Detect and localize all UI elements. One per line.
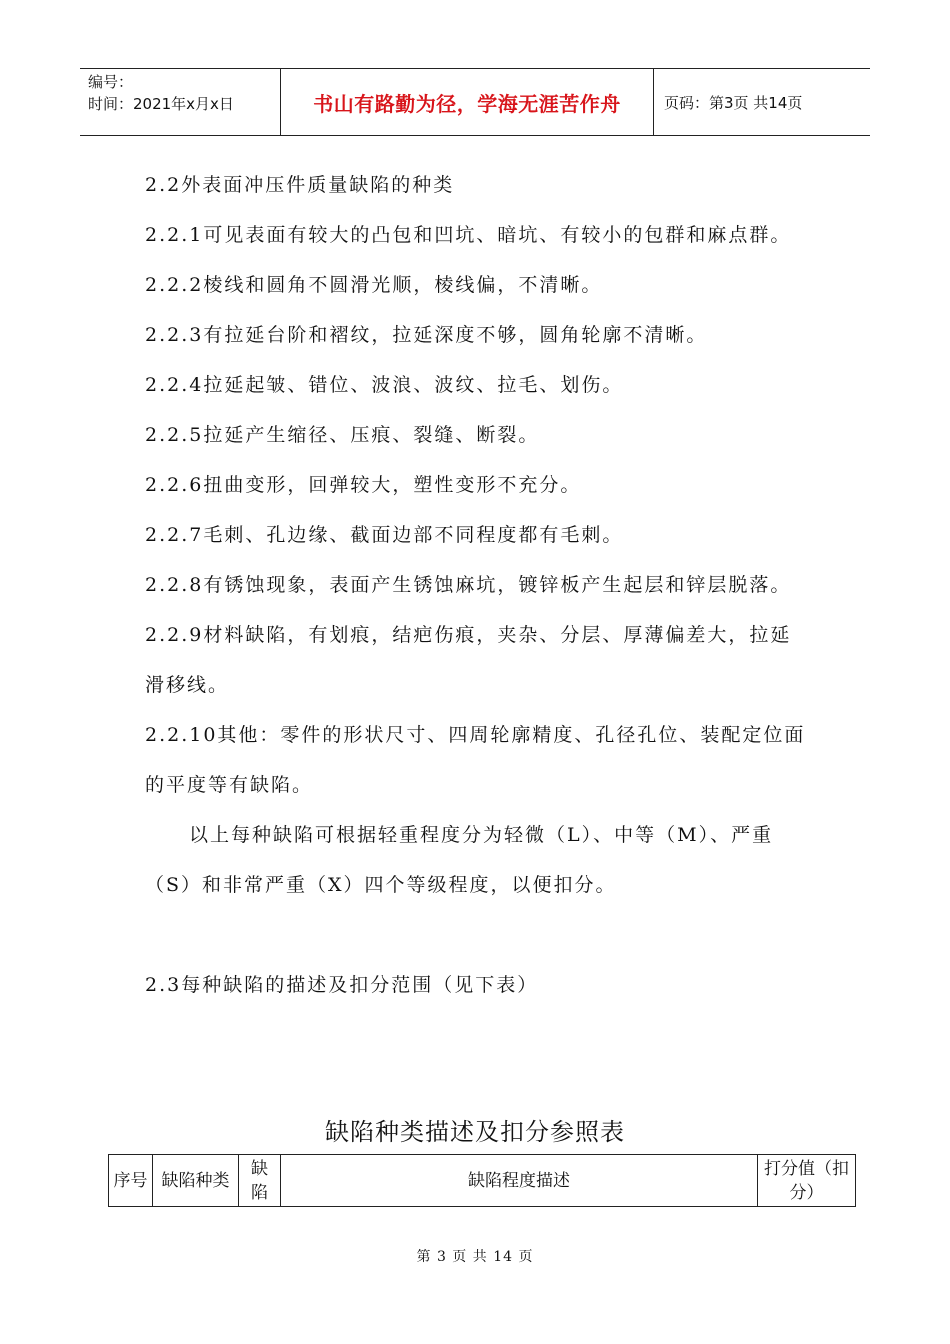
page-footer: 第 3 页 共 14 页: [416, 1249, 534, 1265]
document-date: 时间：2021年x月x日: [88, 95, 234, 113]
list-item: 2.2.5拉延产生缩径、压痕、裂缝、断裂。: [145, 424, 540, 446]
col-header-defect-type: 缺陷种类: [153, 1155, 239, 1207]
header-page-number: 页码：第3页 共14页: [664, 93, 803, 112]
list-item: 2.2.10其他：零件的形状尺寸、四周轮廓精度、孔径孔位、装配定位面的平度等有缺陷。: [145, 724, 806, 796]
col-header-index: 序号: [109, 1155, 153, 1207]
header-motto: 书山有路勤为径，学海无涯苦作舟: [280, 69, 654, 135]
section-heading-2-3: 2.3每种缺陷的描述及扣分范围（见下表）: [145, 974, 539, 996]
summary-paragraph: 以上每种缺陷可根据轻重程度分为轻微（L）、中等（M）、严重（S）和非常严重（X）四个等级程度，以便扣分。: [145, 824, 774, 896]
list-item: 2.2.3有拉延台阶和褶纹，拉延深度不够，圆角轮廓不清晰。: [145, 324, 708, 346]
defect-reference-table: [108, 1154, 856, 1207]
list-item: 2.2.7毛刺、孔边缘、截面边部不同程度都有毛刺。: [145, 524, 624, 546]
table-title: 缺陷种类描述及扣分参照表: [325, 1118, 625, 1146]
list-item: 2.2.6扭曲变形，回弹较大，塑性变形不充分。: [145, 474, 582, 496]
list-item: 2.2.4拉延起皱、错位、波浪、波纹、拉毛、划伤。: [145, 374, 624, 396]
document-number-label: 编号：: [88, 73, 134, 91]
section-heading-2-2: 2.2外表面冲压件质量缺陷的种类: [145, 174, 455, 196]
header-meta: [80, 69, 280, 135]
table-header-row: [109, 1155, 856, 1207]
page-header: [80, 68, 870, 136]
list-item: 2.2.8有锈蚀现象，表面产生锈蚀麻坑，镀锌板产生起层和锌层脱落。: [145, 574, 792, 596]
col-header-defect: 缺陷: [239, 1155, 281, 1207]
document-body: [145, 160, 810, 1010]
col-header-severity-description: 缺陷程度描述: [281, 1155, 758, 1207]
list-item: 2.2.1可见表面有较大的凸包和凹坑、暗坑、有较小的包群和麻点群。: [145, 224, 792, 246]
col-header-score: 打分值（扣分）: [758, 1155, 856, 1207]
list-item: 2.2.2棱线和圆角不圆滑光顺，棱线偏，不清晰。: [145, 274, 603, 296]
list-item: 2.2.9材料缺陷，有划痕，结疤伤痕，夹杂、分层、厚薄偏差大，拉延滑移线。: [145, 624, 792, 696]
